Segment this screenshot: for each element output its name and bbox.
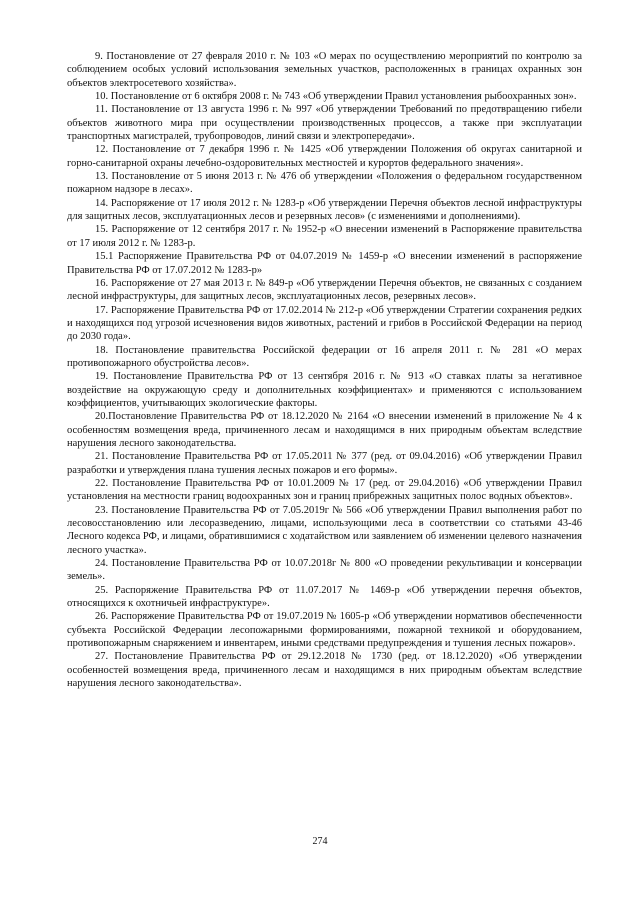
list-item: 24. Постановление Правительства РФ от 10.07.2018г № 800 «О проведении рекультивации и консервации земель». bbox=[67, 558, 582, 583]
list-item: 13. Постановление от 5 июня 2013 г. № 476 об утверждении «Положения о федеральном государственном пожарном надзоре в лесах». bbox=[67, 171, 582, 196]
list-item: 22. Постановление Правительства РФ от 10.01.2009 № 17 (ред. от 29.04.2016) «Об утверждении Правил установления на местности границ водоохранных зон и границ прибрежных защитных полос водных объектов». bbox=[67, 478, 582, 503]
list-item: 27. Постановление Правительства РФ от 29.12.2018 № 1730 (ред. от 18.12.2020) «Об утверждении особенностей возмещения вреда, причиненного лесам и находящимся в них природным объектам вследствие нарушения лесного законодательства». bbox=[67, 651, 582, 690]
list-item: 12. Постановление от 7 декабря 1996 г. № 1425 «Об утверждении Положения об округах санитарной и горно-санитарной охраны лечебно-оздоровительных местностей и курортов федерального значения». bbox=[67, 144, 582, 169]
list-item: 14. Распоряжение от 17 июля 2012 г. № 1283-р «Об утверждении Перечня объектов лесной инфраструктуры для защитных лесов, эксплуатационных лесов и резервных лесов» (с изменениями и дополнениями). bbox=[67, 197, 582, 223]
list-item: 21. Постановление Правительства РФ от 17.05.2011 № 377 (ред. от 09.04.2016) «Об утверждении Правил разработки и утверждения плана тушения лесных пожаров и его формы». bbox=[67, 451, 582, 476]
list-item: 10. Постановление от 6 октября 2008 г. № 743 «Об утверждении Правил установления рыбоохранных зон». bbox=[95, 91, 577, 103]
page-number: 274 bbox=[312, 836, 328, 847]
list-item: 17. Распоряжение Правительства РФ от 17.02.2014 № 212-р «Об утверждении Стратегии сохранения редких и находящихся под угрозой исчезновения видов животных, растений и грибов в Российской Федерации на период до 2030 года». bbox=[67, 304, 582, 343]
list-item: 15. Распоряжение от 12 сентября 2017 г. № 1952-р «О внесении изменений в Распоряжение правительства от 17 июля 2012 г. № 1283-р. bbox=[67, 224, 582, 249]
list-item: 23. Постановление Правительства РФ от 7.05.2019г № 566 «Об утверждении Правил выполнения работ по лесовосстановлению или лесоразведению, лицами, использующими леса в соответствии со статьями 43-46 Лесного кодекса РФ, и лицами, обратившимися с ходатайством или заявлением об изменении целевого назначения лесного участка». bbox=[67, 504, 582, 556]
list-item: 16. Распоряжение от 27 мая 2013 г. № 849-р «Об утверждении Перечня объектов, не связанных с созданием лесной инфраструктуры, для защитных лесов, эксплуатационных лесов, резервных лесов». bbox=[67, 277, 582, 303]
list-item: 15.1 Распоряжение Правительства РФ от 04.07.2019 № 1459-р «О внесении изменений в распоряжение Правительства РФ от 17.07.2012 № 1283-р» bbox=[67, 251, 582, 276]
list-item: 9. Постановление от 27 февраля 2010 г. № 103 «О мерах по осуществлению мероприятий по контролю за соблюдением особых условий использования земельных участков, расположенных в границах охранных зон объектов электросетевого хозяйства». bbox=[67, 51, 582, 89]
list-item: 25. Распоряжение Правительства РФ от 11.07.2017 № 1469-р «Об утверждении перечня объектов, относящихся к охотничьей инфраструктуре». bbox=[67, 584, 582, 610]
list-item: 19. Постановление Правительства РФ от 13 сентября 2016 г. № 913 «О ставках платы за негативное воздействие на окружающую среду и дополнительных коэффициентах» и применяются с использованием коэффициентов, учитывающих экологические факторы. bbox=[67, 371, 582, 409]
regulations-list bbox=[67, 50, 582, 691]
list-item: 26. Распоряжение Правительства РФ от 19.07.2019 № 1605-р «Об утверждении нормативов обеспеченности субъекта Российской Федерации лесопожарными формированиями, пожарной техникой и оборудованием, противопожарным снаряжением и инвентарем, иными средствами предупреждения и тушения лесных пожаров». bbox=[67, 611, 582, 650]
list-item: 11. Постановление от 13 августа 1996 г. № 997 «Об утверждении Требований по предотвращению гибели объектов животного мира при осуществлении производственных процессов, а также при эксплуатации транспортных магистралей, трубопроводов, линий связи и электропередачи». bbox=[67, 104, 582, 143]
list-item: 20.Постановление Правительства РФ от 18.12.2020 № 2164 «О внесении изменений в приложение № 4 к особенностям возмещения вреда, причиненного лесам и находящимся в них природным объектам вследствие нарушения лесного законодательства. bbox=[67, 411, 582, 449]
list-item: 18. Постановление правительства Российской федерации от 16 апреля 2011 г. № 281 «О мерах противопожарного обустройства лесов». bbox=[67, 344, 582, 369]
